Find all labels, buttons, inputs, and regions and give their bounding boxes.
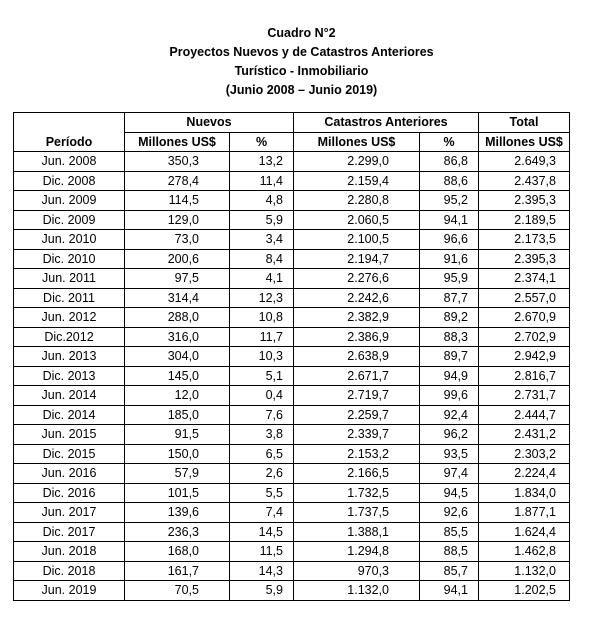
catastros-pct-cell: 91,6 <box>420 249 479 269</box>
nuevos-millones-cell: 314,4 <box>125 288 230 308</box>
header-nuevos-millones: Millones US$ <box>125 132 230 152</box>
table-row <box>14 308 570 328</box>
header-period: Período <box>14 132 125 152</box>
catastros-pct-cell: 88,3 <box>420 327 479 347</box>
catastros-millones-cell: 2.299,0 <box>294 152 420 172</box>
period-cell: Dic. 2015 <box>14 444 125 464</box>
period-cell: Jun. 2014 <box>14 386 125 406</box>
catastros-pct-cell: 92,4 <box>420 405 479 425</box>
table-row <box>14 327 570 347</box>
header-period-blank <box>14 113 125 133</box>
nuevos-millones-cell: 350,3 <box>125 152 230 172</box>
catastros-pct-cell: 93,5 <box>420 444 479 464</box>
nuevos-millones-cell: 101,5 <box>125 483 230 503</box>
header-total: Total <box>479 113 570 133</box>
nuevos-millones-cell: 139,6 <box>125 503 230 523</box>
total-cell: 2.816,7 <box>479 366 570 386</box>
nuevos-millones-cell: 278,4 <box>125 171 230 191</box>
catastros-pct-cell: 86,8 <box>420 152 479 172</box>
total-cell: 1.462,8 <box>479 542 570 562</box>
period-cell: Jun. 2012 <box>14 308 125 328</box>
table-row <box>14 210 570 230</box>
table-row <box>14 249 570 269</box>
period-cell: Jun. 2008 <box>14 152 125 172</box>
table-row <box>14 522 570 542</box>
table-row <box>14 425 570 445</box>
nuevos-pct-cell: 13,2 <box>230 152 294 172</box>
table-row <box>14 230 570 250</box>
catastros-pct-cell: 88,6 <box>420 171 479 191</box>
total-cell: 2.395,3 <box>479 191 570 211</box>
total-cell: 1.624,4 <box>479 522 570 542</box>
catastros-pct-cell: 94,5 <box>420 483 479 503</box>
catastros-millones-cell: 2.166,5 <box>294 464 420 484</box>
nuevos-pct-cell: 5,1 <box>230 366 294 386</box>
total-cell: 2.431,2 <box>479 425 570 445</box>
catastros-millones-cell: 2.100,5 <box>294 230 420 250</box>
catastros-pct-cell: 99,6 <box>420 386 479 406</box>
nuevos-pct-cell: 5,9 <box>230 210 294 230</box>
nuevos-pct-cell: 4,1 <box>230 269 294 289</box>
period-cell: Jun. 2013 <box>14 347 125 367</box>
nuevos-millones-cell: 304,0 <box>125 347 230 367</box>
header-catastros: Catastros Anteriores <box>294 113 479 133</box>
catastros-pct-cell: 88,5 <box>420 542 479 562</box>
total-cell: 2.649,3 <box>479 152 570 172</box>
nuevos-millones-cell: 97,5 <box>125 269 230 289</box>
nuevos-millones-cell: 288,0 <box>125 308 230 328</box>
catastros-millones-cell: 2.386,9 <box>294 327 420 347</box>
period-cell: Dic. 2014 <box>14 405 125 425</box>
period-cell: Jun. 2016 <box>14 464 125 484</box>
nuevos-millones-cell: 70,5 <box>125 581 230 601</box>
total-cell: 2.189,5 <box>479 210 570 230</box>
period-cell: Dic. 2016 <box>14 483 125 503</box>
nuevos-pct-cell: 8,4 <box>230 249 294 269</box>
table-title: Cuadro N°2 <box>267 26 336 40</box>
catastros-pct-cell: 94,1 <box>420 210 479 230</box>
catastros-pct-cell: 89,7 <box>420 347 479 367</box>
total-cell: 2.670,9 <box>479 308 570 328</box>
nuevos-pct-cell: 11,7 <box>230 327 294 347</box>
nuevos-pct-cell: 4,8 <box>230 191 294 211</box>
nuevos-millones-cell: 12,0 <box>125 386 230 406</box>
total-cell: 2.374,1 <box>479 269 570 289</box>
total-cell: 2.557,0 <box>479 288 570 308</box>
nuevos-millones-cell: 150,0 <box>125 444 230 464</box>
catastros-millones-cell: 2.153,2 <box>294 444 420 464</box>
period-cell: Jun. 2011 <box>14 269 125 289</box>
nuevos-pct-cell: 5,9 <box>230 581 294 601</box>
nuevos-pct-cell: 10,3 <box>230 347 294 367</box>
nuevos-pct-cell: 2,6 <box>230 464 294 484</box>
header-total-millones: Millones US$ <box>479 132 570 152</box>
table-subtitle-sector: Turístico - Inmobiliario <box>234 64 369 78</box>
total-cell: 2.444,7 <box>479 405 570 425</box>
total-cell: 2.731,7 <box>479 386 570 406</box>
catastros-millones-cell: 970,3 <box>294 561 420 581</box>
catastros-pct-cell: 92,6 <box>420 503 479 523</box>
catastros-millones-cell: 1.132,0 <box>294 581 420 601</box>
catastros-millones-cell: 2.280,8 <box>294 191 420 211</box>
nuevos-millones-cell: 236,3 <box>125 522 230 542</box>
table-body <box>14 152 570 601</box>
nuevos-pct-cell: 14,3 <box>230 561 294 581</box>
nuevos-pct-cell: 14,5 <box>230 522 294 542</box>
header-nuevos-pct: % <box>230 132 294 152</box>
nuevos-pct-cell: 5,5 <box>230 483 294 503</box>
table-row <box>14 464 570 484</box>
nuevos-millones-cell: 114,5 <box>125 191 230 211</box>
period-cell: Dic. 2010 <box>14 249 125 269</box>
period-cell: Dic. 2011 <box>14 288 125 308</box>
nuevos-millones-cell: 57,9 <box>125 464 230 484</box>
total-cell: 1.202,5 <box>479 581 570 601</box>
total-cell: 1.834,0 <box>479 483 570 503</box>
header-catastros-millones: Millones US$ <box>294 132 420 152</box>
nuevos-millones-cell: 168,0 <box>125 542 230 562</box>
catastros-millones-cell: 1.294,8 <box>294 542 420 562</box>
period-cell: Jun. 2010 <box>14 230 125 250</box>
total-cell: 2.224,4 <box>479 464 570 484</box>
total-cell: 2.303,2 <box>479 444 570 464</box>
table-subtitle: Proyectos Nuevos y de Catastros Anteriores <box>169 45 434 59</box>
table-row <box>14 269 570 289</box>
period-cell: Jun. 2018 <box>14 542 125 562</box>
period-cell: Dic. 2009 <box>14 210 125 230</box>
nuevos-pct-cell: 11,5 <box>230 542 294 562</box>
period-cell: Dic. 2018 <box>14 561 125 581</box>
nuevos-millones-cell: 200,6 <box>125 249 230 269</box>
table-row <box>14 288 570 308</box>
total-cell: 2.395,3 <box>479 249 570 269</box>
catastros-pct-cell: 85,7 <box>420 561 479 581</box>
total-cell: 2.942,9 <box>479 347 570 367</box>
catastros-millones-cell: 2.060,5 <box>294 210 420 230</box>
catastros-millones-cell: 2.671,7 <box>294 366 420 386</box>
nuevos-pct-cell: 3,4 <box>230 230 294 250</box>
nuevos-pct-cell: 11,4 <box>230 171 294 191</box>
nuevos-millones-cell: 316,0 <box>125 327 230 347</box>
catastros-millones-cell: 2.276,6 <box>294 269 420 289</box>
total-cell: 2.437,8 <box>479 171 570 191</box>
catastros-pct-cell: 85,5 <box>420 522 479 542</box>
nuevos-pct-cell: 7,4 <box>230 503 294 523</box>
catastros-pct-cell: 96,6 <box>420 230 479 250</box>
data-table <box>13 112 570 601</box>
period-cell: Jun. 2017 <box>14 503 125 523</box>
catastros-millones-cell: 2.242,6 <box>294 288 420 308</box>
nuevos-millones-cell: 185,0 <box>125 405 230 425</box>
table-row <box>14 191 570 211</box>
period-cell: Jun. 2019 <box>14 581 125 601</box>
nuevos-millones-cell: 91,5 <box>125 425 230 445</box>
table-row <box>14 503 570 523</box>
catastros-millones-cell: 1.388,1 <box>294 522 420 542</box>
catastros-pct-cell: 95,9 <box>420 269 479 289</box>
header-nuevos: Nuevos <box>125 113 294 133</box>
total-cell: 2.173,5 <box>479 230 570 250</box>
table-subtitle-range: (Junio 2008 – Junio 2019) <box>225 83 378 97</box>
header-catastros-pct: % <box>420 132 479 152</box>
catastros-pct-cell: 87,7 <box>420 288 479 308</box>
catastros-millones-cell: 2.339,7 <box>294 425 420 445</box>
catastros-millones-cell: 2.638,9 <box>294 347 420 367</box>
catastros-pct-cell: 89,2 <box>420 308 479 328</box>
table-row <box>14 366 570 386</box>
period-cell: Dic.2012 <box>14 327 125 347</box>
nuevos-millones-cell: 145,0 <box>125 366 230 386</box>
table-row <box>14 171 570 191</box>
header-row-units <box>14 132 570 152</box>
catastros-millones-cell: 2.719,7 <box>294 386 420 406</box>
nuevos-millones-cell: 161,7 <box>125 561 230 581</box>
catastros-millones-cell: 2.259,7 <box>294 405 420 425</box>
catastros-millones-cell: 2.194,7 <box>294 249 420 269</box>
catastros-pct-cell: 96,2 <box>420 425 479 445</box>
header-row-groups <box>14 113 570 133</box>
total-cell: 1.877,1 <box>479 503 570 523</box>
table-row <box>14 386 570 406</box>
nuevos-pct-cell: 12,3 <box>230 288 294 308</box>
total-cell: 1.132,0 <box>479 561 570 581</box>
catastros-millones-cell: 2.159,4 <box>294 171 420 191</box>
table-row <box>14 483 570 503</box>
table-row <box>14 347 570 367</box>
period-cell: Dic. 2017 <box>14 522 125 542</box>
table-title-block <box>0 24 603 100</box>
period-cell: Jun. 2009 <box>14 191 125 211</box>
period-cell: Jun. 2015 <box>14 425 125 445</box>
table-row <box>14 405 570 425</box>
catastros-pct-cell: 97,4 <box>420 464 479 484</box>
nuevos-pct-cell: 6,5 <box>230 444 294 464</box>
table-row <box>14 444 570 464</box>
period-cell: Dic. 2013 <box>14 366 125 386</box>
table-row <box>14 581 570 601</box>
nuevos-pct-cell: 10,8 <box>230 308 294 328</box>
catastros-pct-cell: 94,9 <box>420 366 479 386</box>
nuevos-millones-cell: 129,0 <box>125 210 230 230</box>
catastros-pct-cell: 94,1 <box>420 581 479 601</box>
table-row <box>14 152 570 172</box>
nuevos-pct-cell: 0,4 <box>230 386 294 406</box>
nuevos-pct-cell: 7,6 <box>230 405 294 425</box>
catastros-millones-cell: 1.737,5 <box>294 503 420 523</box>
table-row <box>14 542 570 562</box>
table-row <box>14 561 570 581</box>
nuevos-millones-cell: 73,0 <box>125 230 230 250</box>
catastros-pct-cell: 95,2 <box>420 191 479 211</box>
nuevos-pct-cell: 3,8 <box>230 425 294 445</box>
period-cell: Dic. 2008 <box>14 171 125 191</box>
catastros-millones-cell: 1.732,5 <box>294 483 420 503</box>
catastros-millones-cell: 2.382,9 <box>294 308 420 328</box>
total-cell: 2.702,9 <box>479 327 570 347</box>
